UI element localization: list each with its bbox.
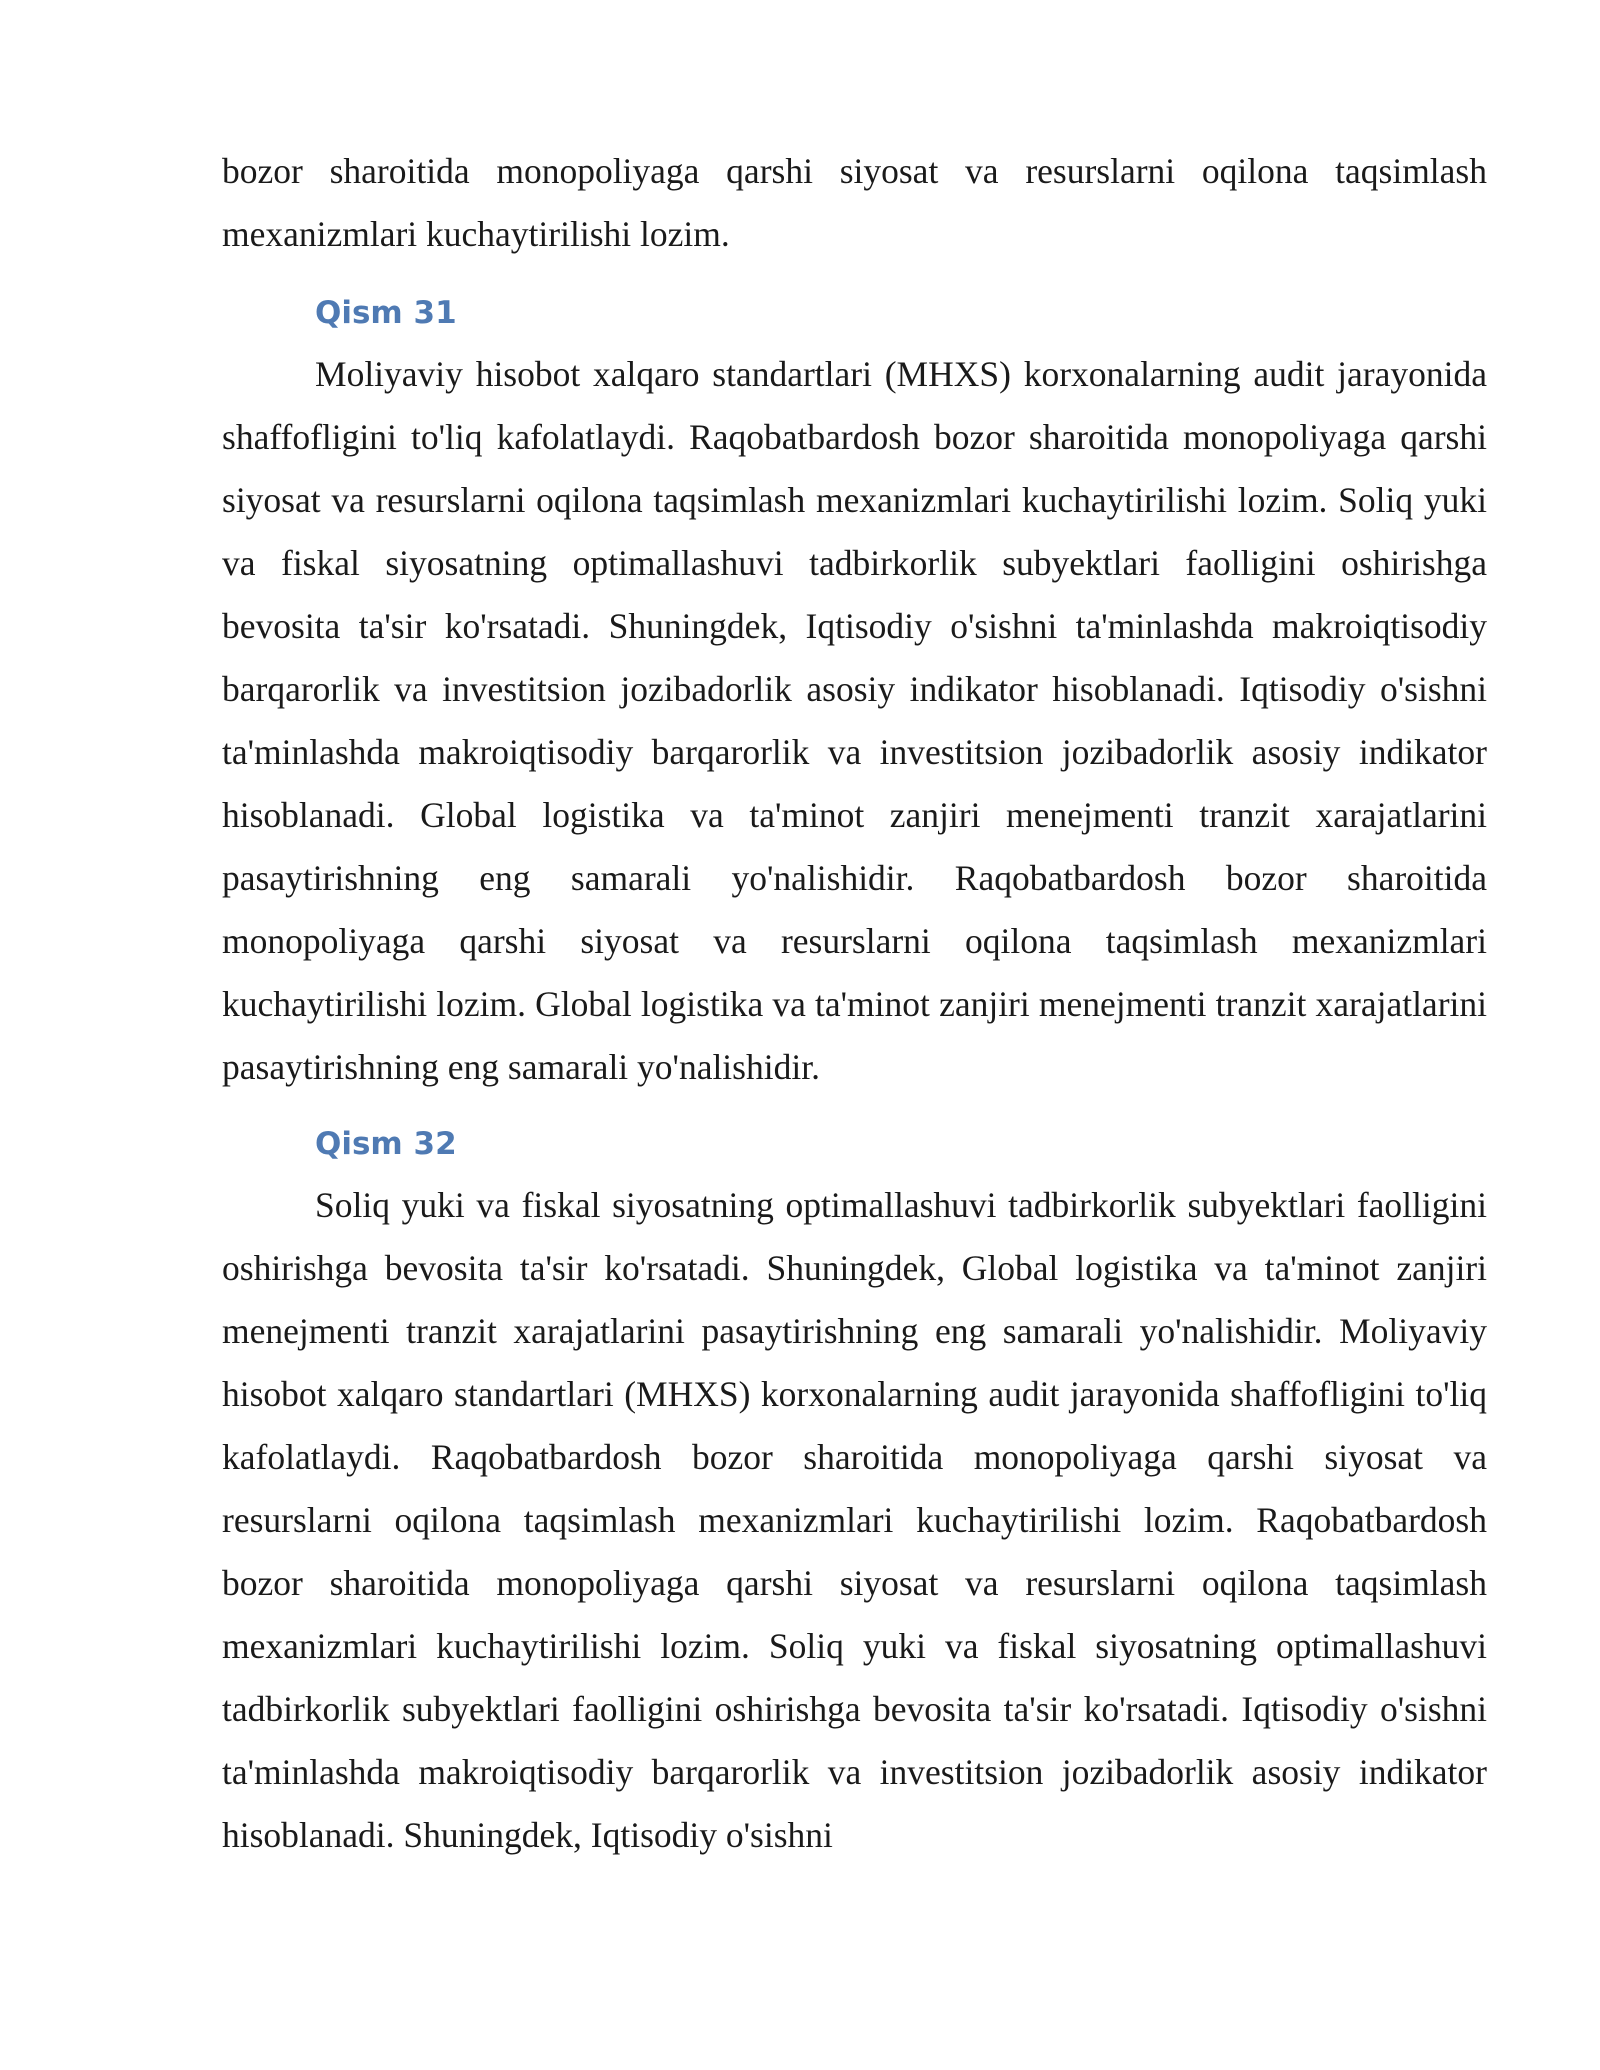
section-heading-32: Qism 32: [315, 1126, 457, 1162]
document-page: [222, 140, 1487, 1867]
section-heading-31: Qism 31: [315, 295, 457, 331]
section-paragraph-31: Moliyaviy hisobot xalqaro standartlari (MHXS) korxonalarning audit jarayonida shaffofligini to'liq kafolatlaydi. Raqobatbardosh bozor sharoitida monopoliyaga qarshi siyosat va resurslarni oqilona taqsimlash mexanizmlari kuchaytirilishi lozim. Soliq yuki va fiskal siyosatning optimallashuvi tadbirkorlik subyektlari faolligini oshirishga bevosita ta'sir ko'rsatadi. Shuningdek, Iqtisodiy o'sishni ta'minlashda makroiqtisodiy barqarorlik va investitsion jozibadorlik asosiy indikator hisoblanadi. Iqtisodiy o'sishni ta'minlashda makroiqtisodiy barqarorlik va investitsion jozibadorlik asosiy indikator hisoblanadi. Global logistika va ta'minot zanjiri menejmenti tranzit xarajatlarini pasaytirishning eng samarali yo'nalishidir. Raqobatbardosh bozor sharoitida monopoliyaga qarshi siyosat va resurslarni oqilona taqsimlash mexanizmlari kuchaytirilishi lozim. Global logistika va ta'minot zanjiri menejmenti tranzit xarajatlarini pasaytirishning eng samarali yo'nalishidir.: [222, 354, 1487, 1087]
section-paragraph-32: Soliq yuki va fiskal siyosatning optimallashuvi tadbirkorlik subyektlari faolligini oshirishga bevosita ta'sir ko'rsatadi. Shuningdek, Global logistika va ta'minot zanjiri menejmenti tranzit xarajatlarini pasaytirishning eng samarali yo'nalishidir. Moliyaviy hisobot xalqaro standartlari (MHXS) korxonalarning audit jarayonida shaffofligini to'liq kafolatlaydi. Raqobatbardosh bozor sharoitida monopoliyaga qarshi siyosat va resurslarni oqilona taqsimlash mexanizmlari kuchaytirilishi lozim. Raqobatbardosh bozor sharoitida monopoliyaga qarshi siyosat va resurslarni oqilona taqsimlash mexanizmlari kuchaytirilishi lozim. Soliq yuki va fiskal siyosatning optimallashuvi tadbirkorlik subyektlari faolligini oshirishga bevosita ta'sir ko'rsatadi. Iqtisodiy o'sishni ta'minlashda makroiqtisodiy barqarorlik va investitsion jozibadorlik asosiy indikator hisoblanadi. Shuningdek, Iqtisodiy o'sishni: [222, 1185, 1487, 1855]
intro-paragraph: bozor sharoitida monopoliyaga qarshi siyosat va resurslarni oqilona taqsimlash mexanizmlari kuchaytirilishi lozim.: [222, 151, 1487, 254]
